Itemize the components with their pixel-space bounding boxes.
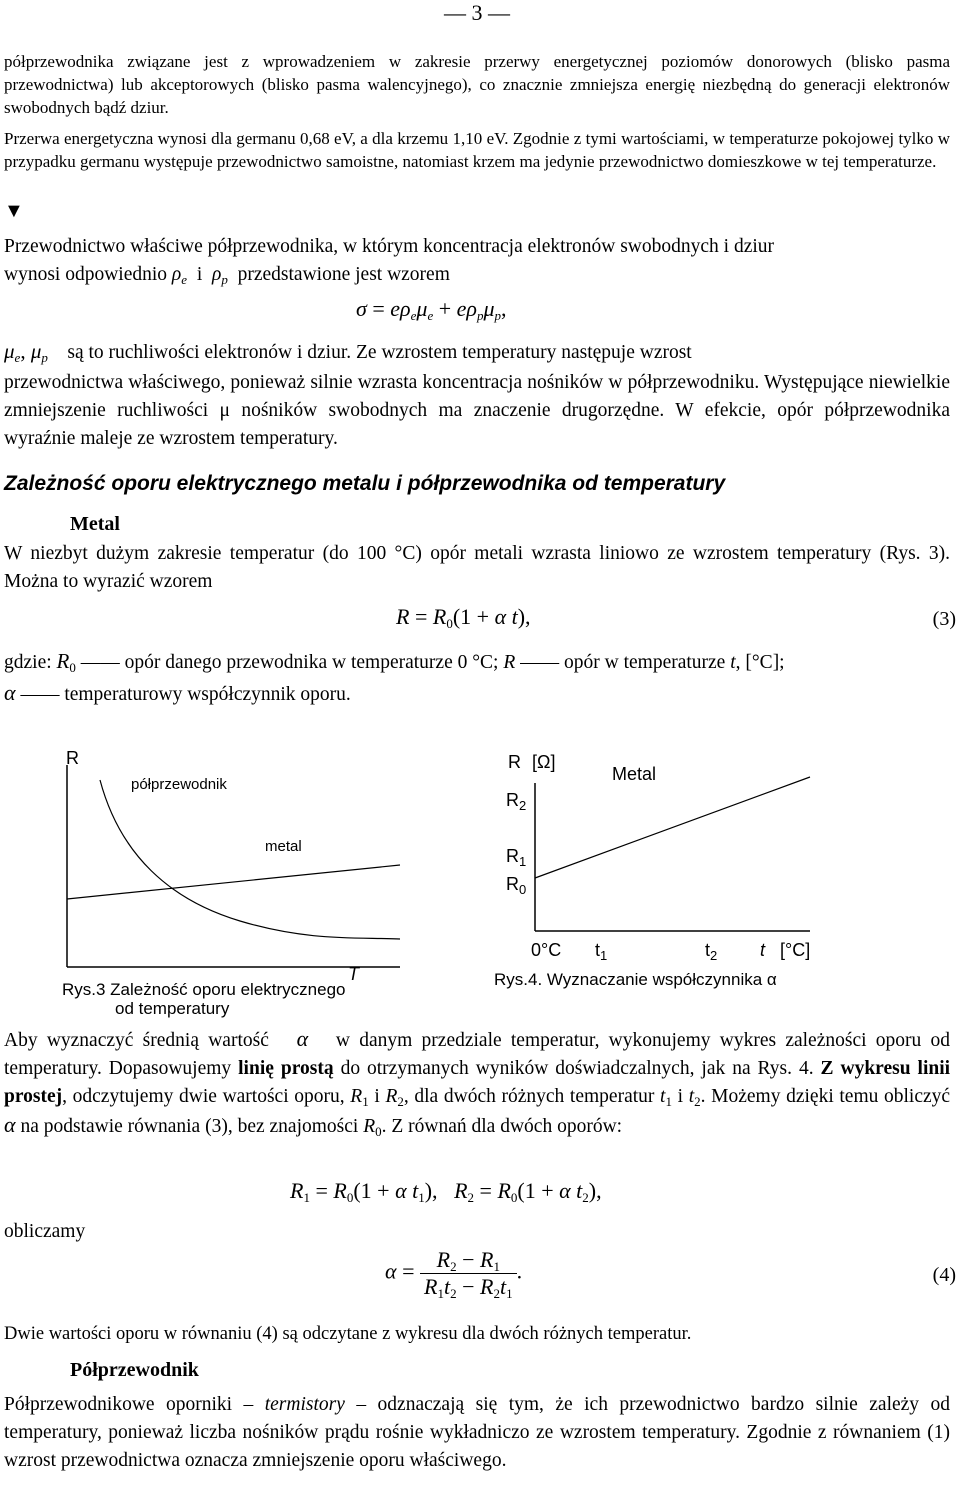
method-d: , odczytujemy dwie wartości oporu, — [62, 1086, 345, 1107]
fig4-tick-r2: $R_2$ — [506, 790, 527, 813]
thermistor-term: termistory — [264, 1394, 345, 1415]
equation-sigma: $\sigma = e\rho_e\mu_e + e\rho_p\mu_p$, — [356, 296, 507, 323]
conductivity-line1: Przewodnictwo właściwe półprzewodnika, w którym koncentracja elektronów swobodnych i dziur — [4, 236, 775, 257]
subheading-semiconductor: Półprzewodnik — [70, 1359, 199, 1381]
method-i: na podstawie równania (3), bez znajomości — [20, 1116, 359, 1137]
paragraph-thermistors — [4, 1391, 950, 1475]
method-f: , dla dwóch różnych temperatur — [403, 1086, 655, 1107]
paragraph-compute: obliczamy — [4, 1221, 86, 1242]
conductivity-line2-end: przedstawione jest wzorem — [237, 264, 450, 285]
thermistor-a: Półprzewodnikowe oporniki – — [4, 1394, 254, 1415]
paragraph-conductivity-intro: Przewodnictwo właściwe półprzewodnika, w którym koncentracja elektronów swobodnych i dziur wynosi odpowiednio $\rho_e$ i $\rho_p$ przedstawione jest wzorem — [4, 236, 775, 287]
conductivity-line2: wynosi odpowiednio — [4, 264, 168, 285]
equation-3: $R = R_0(1 + \alpha$ t), — [396, 604, 531, 631]
fig3-semiconductor-curve — [100, 780, 400, 939]
paragraph-mobility: $\mu_e$, $\mu_p$ są to ruchliwości elektronów i dziur. Ze wzrostem temperatury następuje wzrost — [4, 339, 692, 365]
fig4-tick-0c: 0°C — [531, 940, 562, 960]
where-r0: opór danego przewodnika w temperaturze 0 °C; — [124, 652, 499, 673]
fig4-metal-line — [535, 777, 810, 878]
paragraph-two-values: Dwie wartości oporu w równaniu (4) są odczytane z wykresu dla dwóch różnych temperatur. — [4, 1324, 692, 1344]
section-heading: Zależność oporu elektrycznego metalu i półprzewodnika od temperatury — [4, 472, 726, 495]
method-e: i — [374, 1086, 380, 1107]
method-j: . Z równań dla dwóch oporów: — [381, 1116, 623, 1137]
fig4-label-metal: Metal — [612, 764, 657, 784]
thermistor-b: – odznaczają się tym, że ich przewodnictwo bardzo silnie zależy od temperatury, ponieważ liczba nośników prądu rośnie wykładniczo ze wzrostem temperatury. Zgodnie z równaniem (1) wzrost przewodnictwa oznacza zmniejszenie oporu właściwego. — [4, 1394, 950, 1471]
fig3-label-semiconductor: półprzewodnik — [131, 776, 227, 793]
equation-two-resistances: $R_1 = R_0(1 + \alpha$ $t_1$), $R_2 = R_0(1 + \alpha$ $t_2$), — [290, 1178, 602, 1205]
paragraph-metal: W niezbyt dużym zakresie temperatur (do 100 °C) opór metali wzrasta liniowo ze wzrostem temperatury (Rys. 3). Można to wyrazić wzorem — [4, 543, 950, 592]
fig4-tick-t2: $t_2$ — [705, 940, 718, 963]
arrow-marker: ▼ — [4, 200, 24, 222]
fig3-caption-line2: od temperatury — [115, 999, 230, 1018]
paragraph-mobility-cont: przewodnictwa właściwego, ponieważ silnie wzrasta koncentracja nośników w półprzewodniku. Występujące niewielkie zmniejszenie ruchliwości μ nośników swobodnych ma znaczenie drugorzędne. W efekcie, opór półprzewodnika wyraźnie maleje ze wzrostem temperatury. — [4, 372, 950, 449]
fig3-label-metal: metal — [265, 838, 302, 855]
equation-4-number: (4) — [932, 1264, 956, 1286]
fig4-tick-r1: $R_1$ — [506, 846, 527, 869]
alpha-def: temperaturowy współczynnik oporu. — [64, 684, 351, 705]
fig4-axis-y-symbol: R — [508, 752, 521, 772]
fig3-axis-y-label: R — [66, 748, 79, 768]
method-bold-graph: Z wykresu linii prostej — [4, 1058, 951, 1107]
where-unit: , [°C]; — [735, 652, 785, 673]
fig3-axis-x-label: T — [348, 964, 359, 984]
fig4-axis-y-unit: [Ω] — [532, 752, 556, 772]
fig4-tick-unit: [°C] — [780, 940, 811, 960]
method-g: i — [677, 1086, 684, 1107]
fig4-tick-t: t — [760, 940, 766, 960]
equation-4: α = $\frac{R_2 - R_1}{R_1t_2 - R_2t_1}$ . — [385, 1247, 523, 1301]
method-h: . Możemy dzięki temu obliczyć — [700, 1086, 951, 1107]
method-a: Aby wyznaczyć średnią wartość — [4, 1030, 269, 1051]
mobility-line1: są to ruchliwości elektronów i dziur. Ze wzrostem temperatury następuje wzrost — [67, 342, 692, 363]
page-number: — 3 — — [444, 0, 510, 25]
subheading-metal: Metal — [70, 513, 120, 535]
fig4-tick-t1: $t_1$ — [595, 940, 608, 963]
paragraph-alpha: α —— temperaturowy współczynnik oporu. — [4, 680, 351, 705]
equation-3-number: (3) — [932, 608, 956, 630]
paragraph-alpha-method: Aby wyznaczyć średnią wartość α w danym przedziale temperatur, wykonujemy wykres zależności oporu od temperatury. Dopasowujemy linię prostą do otrzymanych wyników doświadczalnych, jak na Rys. 4. Z wykresu linii prostej, odczytujemy dwie wartości oporu, $R_1$ i $R_2$, dla dwóch różnych temperatur $t_1$ i $t_2$. Możemy dzięki temu obliczyć α na podstawie równania (3), bez znajomości $R_0$. Z równań dla dwóch oporów: — [4, 1026, 951, 1139]
fig4-caption: Rys.4. Wyznaczanie współczynnika α — [494, 970, 777, 989]
fig3-caption-line1: Rys.3 Zależność oporu elektrycznego — [62, 980, 346, 999]
fig3-metal-line — [67, 865, 400, 899]
where-r: opór w temperaturze — [564, 652, 726, 673]
method-bold-line: linię prostą — [238, 1058, 334, 1079]
fig4-tick-r0: $R_0$ — [506, 874, 527, 897]
method-b: w danym przedziale temperatur, wykonujemy wykres zależności oporu od temperatury. Dopasowujemy — [4, 1030, 950, 1079]
paragraph-doping: półprzewodnika związane jest z wprowadzeniem w zakresie przerwy energetycznej poziomów donorowych (blisko pasma przewodnictwa) lub akceptorowych (blisko pasma walencyjnego), co znacznie zmniejsza energię niezbędną do generacji elektronów swobodnych bądź dziur. — [4, 52, 950, 117]
method-c: do otrzymanych wyników doświadczalnych, jak na Rys. 4. — [340, 1058, 814, 1079]
where-label: gdzie: — [4, 652, 52, 673]
fig4-axis-y-label — [508, 752, 555, 773]
paragraph-energy-gap: Przerwa energetyczna wynosi dla germanu 0,68 eV, a dla krzemu 1,10 eV. Zgodnie z tymi wartościami, w temperaturze pokojowej tylko w przypadku germanu występuje przewodnictwo samoistne, natomiast krzem ma jedynie przewodnictwo domieszkowe w tej temperaturze. — [4, 129, 950, 171]
paragraph-where: gdzie: $R_0$ —— opór danego przewodnika w temperaturze 0 °C; R —— opór w temperaturze t, [°C]; — [4, 649, 785, 675]
